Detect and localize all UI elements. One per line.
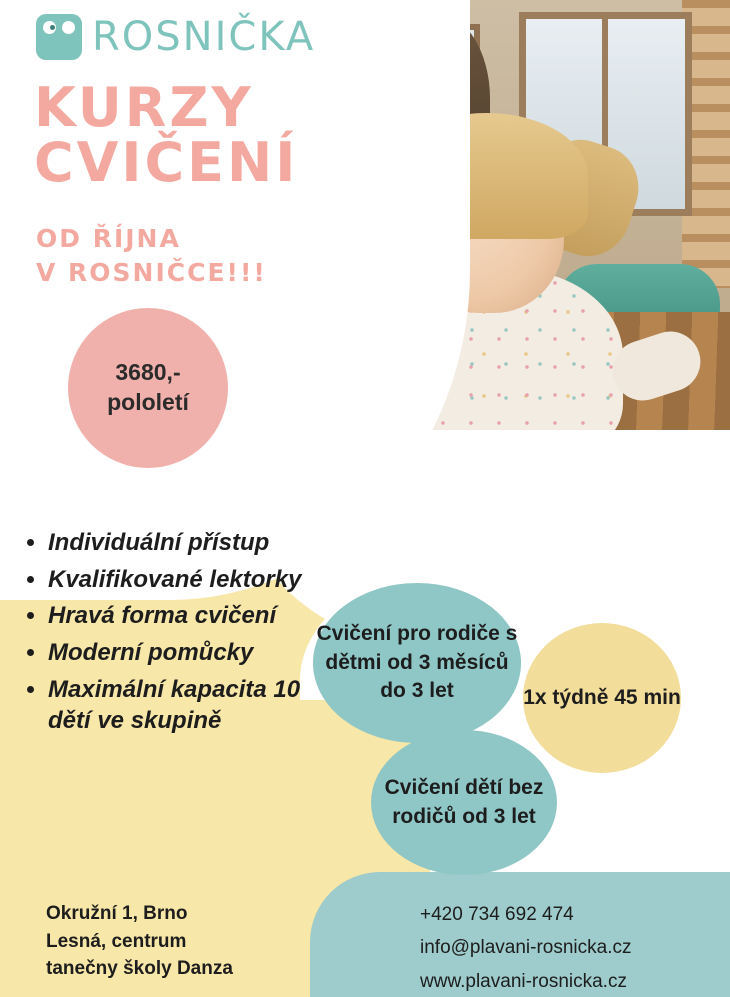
address-block [46,900,233,983]
price-period: pololetí [107,389,189,415]
subtitle-line-2: V ROSNIČCE!!! [36,257,267,287]
list-item: • Individuální přístup [48,528,316,559]
contact-phone[interactable]: +420 734 692 474 [420,904,574,925]
address-line-1: Okružní 1, Brno [46,903,188,924]
brand-name: ROSNIČKA [92,14,316,60]
subtitle-line-1: OD ŘÍJNA [36,224,181,253]
list-item: • Hravá forma cvičení [48,601,316,632]
info-bubble-parents-with-children: Cvičení pro rodiče s dětmi od 3 měsíců do 3 let [313,583,521,743]
contact-website[interactable]: www.plavani-rosnicka.cz [420,970,627,992]
info-bubble-frequency: 1x týdně 45 min [523,623,681,773]
page-title [34,76,299,195]
page-title-line-1: KURZY [34,76,254,139]
contact-block [420,898,632,997]
subtitle [36,222,267,290]
price-badge [68,308,228,468]
address-line-2: Lesná, centrum [46,930,187,952]
address-line-3: tanečny školy Danza [46,958,233,980]
frog-icon [36,14,82,60]
info-bubble-children-without-parents: Cvičení dětí bez rodičů od 3 let [371,730,557,875]
list-item: • Maximální kapacita 10 dětí ve skupině [48,675,316,736]
price-amount: 3680,- [115,359,181,386]
page-title-line-2: CVIČENÍ [34,131,299,195]
list-item: • Kvalifikované lektorky [48,565,316,596]
brand-logo [36,14,315,60]
contact-email[interactable]: info@plavani-rosnicka.cz [420,937,632,959]
feature-list [26,528,316,742]
list-item: • Moderní pomůcky [48,638,316,669]
